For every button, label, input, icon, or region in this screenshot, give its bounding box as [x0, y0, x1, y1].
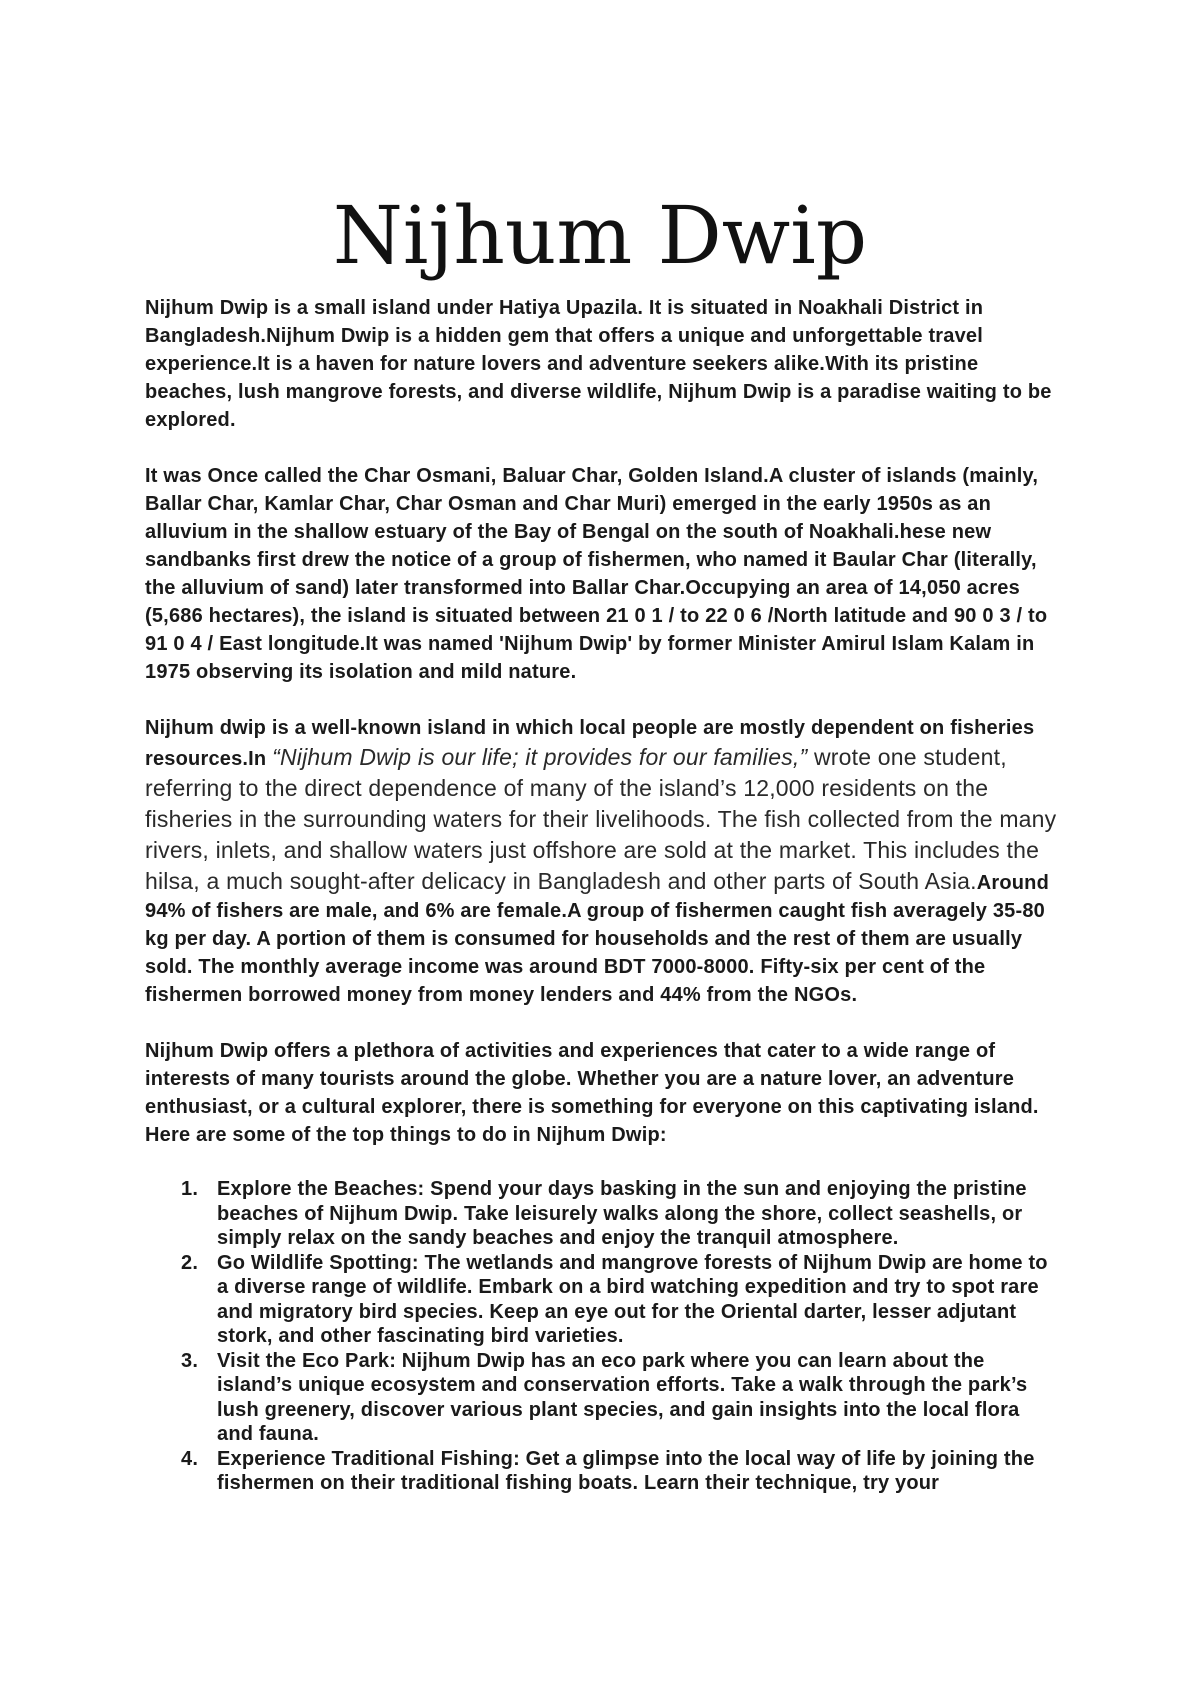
list-item — [181, 1177, 1061, 1251]
list-item-number: 4. — [181, 1447, 199, 1470]
paragraph-intro: Nijhum Dwip is a small island under Hatiya Upazila. It is situated in Noakhali District in Bangladesh.Nijhum Dwip is a hidden gem that offers a unique and unforgettable travel experience.It is a haven for nature lovers and adventure seekers alike.With its pristine beaches, lush mangrove forests, and diverse wildlife, Nijhum Dwip is a paradise waiting to be explored. — [145, 297, 1052, 431]
paragraph-history: It was Once called the Char Osmani, Baluar Char, Golden Island.A cluster of islands (mainly, Ballar Char, Kamlar Char, Char Osman and Char Muri) emerged in the early 1950s as an alluvium in the shallow estuary of the Bay of Bengal on the south of Noakhali.hese new sandbanks first drew the notice of a group of fishermen, who named it Baular Char (literally, the alluvium of sand) later transformed into Ballar Char.Occupying an area of 14,050 acres (5,686 hectares), the island is situated between 21 0 1 / to 22 0 6 /North latitude and 90 0 3 / to 91 0 4 / East longitude.It was named 'Nijhum Dwip' by former Minister Amirul Islam Kalam in 1975 observing its isolation and mild nature. — [145, 465, 1048, 683]
student-quote: “Nijhum Dwip is our life; it provides for our families,” — [272, 744, 808, 770]
document-body — [145, 294, 1061, 1496]
document-title: Nijhum Dwip — [332, 189, 868, 282]
list-item — [181, 1251, 1061, 1349]
fisheries-dependence-text: wrote one student, referring to the direct dependence of many of the island’s 12,000 residents on the fisheries in the surrounding waters for their livelihoods. The fish collected from the many rivers, inlets, and shallow waters just offshore are sold at the market. This includes the hilsa, a much sought-after delicacy in Bangladesh and other parts of South Asia. — [145, 744, 1057, 894]
list-item-text: Experience Traditional Fishing: Get a glimpse into the local way of life by joining the fishermen on their traditional fishing boats. Learn their technique, try your — [217, 1447, 1035, 1494]
list-item-text: Visit the Eco Park: Nijhum Dwip has an eco park where you can learn about the island’s unique ecosystem and conservation efforts. Take a walk through the park’s lush greenery, discover various plant species, and gain insights into the local flora and fauna. — [217, 1349, 1028, 1445]
list-item-text: Go Wildlife Spotting: The wetlands and mangrove forests of Nijhum Dwip are home to a diverse range of wildlife. Embark on a bird watching expedition and try to spot rare and migratory bird species. Keep an eye out for the Oriental darter, lesser adjutant stork, and other fascinating bird varieties. — [217, 1251, 1048, 1347]
fisheries-statistics-text: Around 94% of fishers are male, and 6% are female.A group of fishermen caught fish averagely 35-80 kg per day. A portion of them is consumed for households and the rest of them are usually sold. The monthly average income was around BDT 7000-8000. Fifty-six per cent of the fishermen borrowed money from money lenders and 44% from the NGOs. — [145, 872, 1050, 1006]
list-item — [181, 1349, 1061, 1447]
list-item-number: 3. — [181, 1349, 199, 1372]
things-to-do-list — [145, 1177, 1061, 1496]
list-item-number: 1. — [181, 1178, 199, 1200]
list-item-text: Explore the Beaches: Spend your days basking in the sun and enjoying the pristine beaches of Nijhum Dwip. Take leisurely walks along the shore, collect seashells, or simply relax on the sandy beaches and enjoy the tranquil atmosphere. — [217, 1178, 1027, 1249]
fisheries-lead-text: Nijhum dwip is a well-known island in which local people are mostly dependent on fisheries resources.In — [145, 717, 1035, 770]
list-item — [181, 1447, 1061, 1496]
list-item-number: 2. — [181, 1251, 199, 1274]
paragraph-fisheries — [145, 714, 1061, 1009]
paragraph-activities: Nijhum Dwip offers a plethora of activities and experiences that cater to a wide range of interests of many tourists around the globe. Whether you are a nature lover, an adventure enthusiast, or a cultural explorer, there is something for everyone on this captivating island. Here are some of the top things to do in Nijhum Dwip: — [145, 1040, 1039, 1146]
